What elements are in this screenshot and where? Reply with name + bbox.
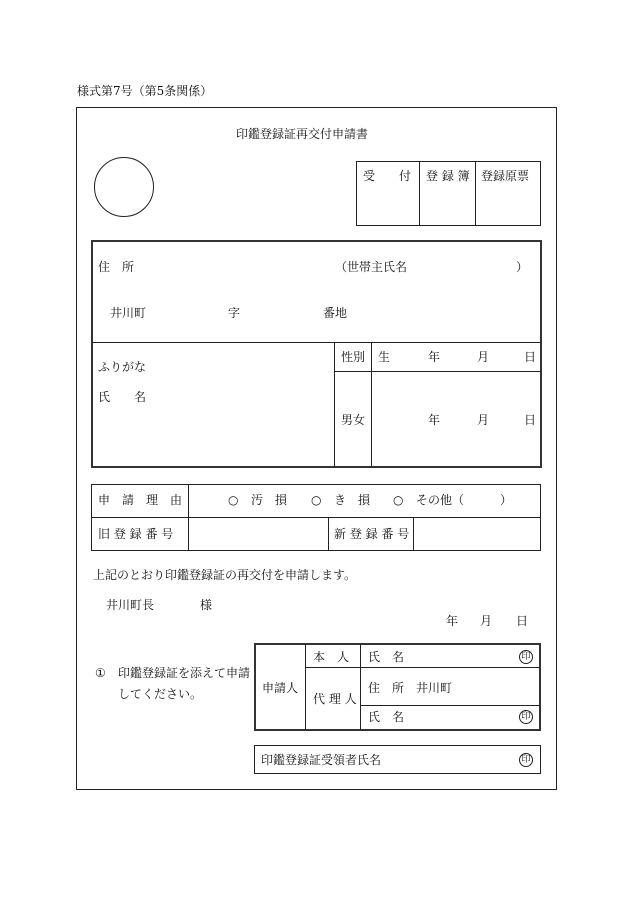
reason-option-2-radio[interactable]: ○: [311, 493, 322, 507]
seal-icon: 印: [519, 650, 533, 664]
sex-label: 性別: [341, 350, 366, 364]
applicant-agent: 代 理 人: [313, 692, 357, 706]
sex-values: 男女: [341, 413, 366, 427]
seal-circle: [94, 157, 154, 217]
applicant-self: 本 人: [313, 650, 350, 664]
birth-year-2: 年: [428, 413, 441, 427]
seal-icon: 印: [519, 710, 533, 724]
reason-option-1-radio[interactable]: ○: [228, 493, 239, 507]
household-head-label: （世帯主氏名: [335, 260, 408, 274]
form-title: 印鑑登録証再交付申請書: [236, 127, 369, 141]
applicant-agent-name: 氏 名: [368, 710, 405, 724]
reason-option-3: その他（ ）: [416, 493, 513, 507]
address-town: 井川町: [110, 306, 147, 320]
date-month: 月: [480, 614, 493, 628]
reception-uketsuke: 受 付: [363, 169, 412, 183]
applicant-self-name: 氏 名: [368, 650, 405, 664]
applicant-agent-address: 住 所 井川町: [368, 681, 453, 695]
addressee-sama: 様: [200, 598, 213, 612]
reception-toroku-genpyo: 登録原票: [481, 169, 530, 183]
birth-era: 生: [378, 350, 391, 364]
date-day: 日: [516, 614, 529, 628]
birth-day-1: 日: [524, 350, 537, 364]
birth-year-1: 年: [428, 350, 441, 364]
receiver-label: 印鑑登録証受領者氏名: [261, 753, 382, 767]
reason-option-1: 汚 損: [251, 493, 288, 507]
address-aza: 字: [228, 306, 241, 320]
note-mark: ①: [95, 666, 106, 680]
old-number-label: 旧 登 録 番 号: [98, 527, 174, 541]
furigana-label: ふりがな: [98, 360, 147, 374]
note-line-1: 印鑑登録証を添えて申請: [118, 666, 251, 680]
addressee: 井川町長: [106, 598, 155, 612]
statement: 上記のとおり印鑑登録証の再交付を申請します。: [93, 568, 357, 582]
birth-month-2: 月: [477, 413, 490, 427]
seal-icon: 印: [519, 753, 533, 767]
new-number-label: 新 登 録 番 号: [334, 527, 410, 541]
note-line-2: してください。: [118, 687, 203, 701]
applicant-info-block: [91, 240, 542, 468]
reason-label: 申 請 理 由: [98, 493, 183, 507]
birth-month-1: 月: [477, 350, 490, 364]
birth-day-2: 日: [524, 413, 537, 427]
household-head-close: ）: [516, 260, 529, 274]
reason-option-2: き 損: [334, 493, 371, 507]
form-number: 様式第7号（第5条関係）: [77, 84, 213, 98]
name-label: 氏 名: [98, 390, 147, 404]
applicant-label: 申請人: [262, 681, 299, 695]
reception-toroku-bo: 登 録 簿: [426, 169, 470, 183]
address-banchi: 番地: [323, 306, 348, 320]
reason-option-3-radio[interactable]: ○: [393, 493, 404, 507]
date-year: 年: [446, 614, 459, 628]
address-label: 住 所: [98, 260, 135, 274]
